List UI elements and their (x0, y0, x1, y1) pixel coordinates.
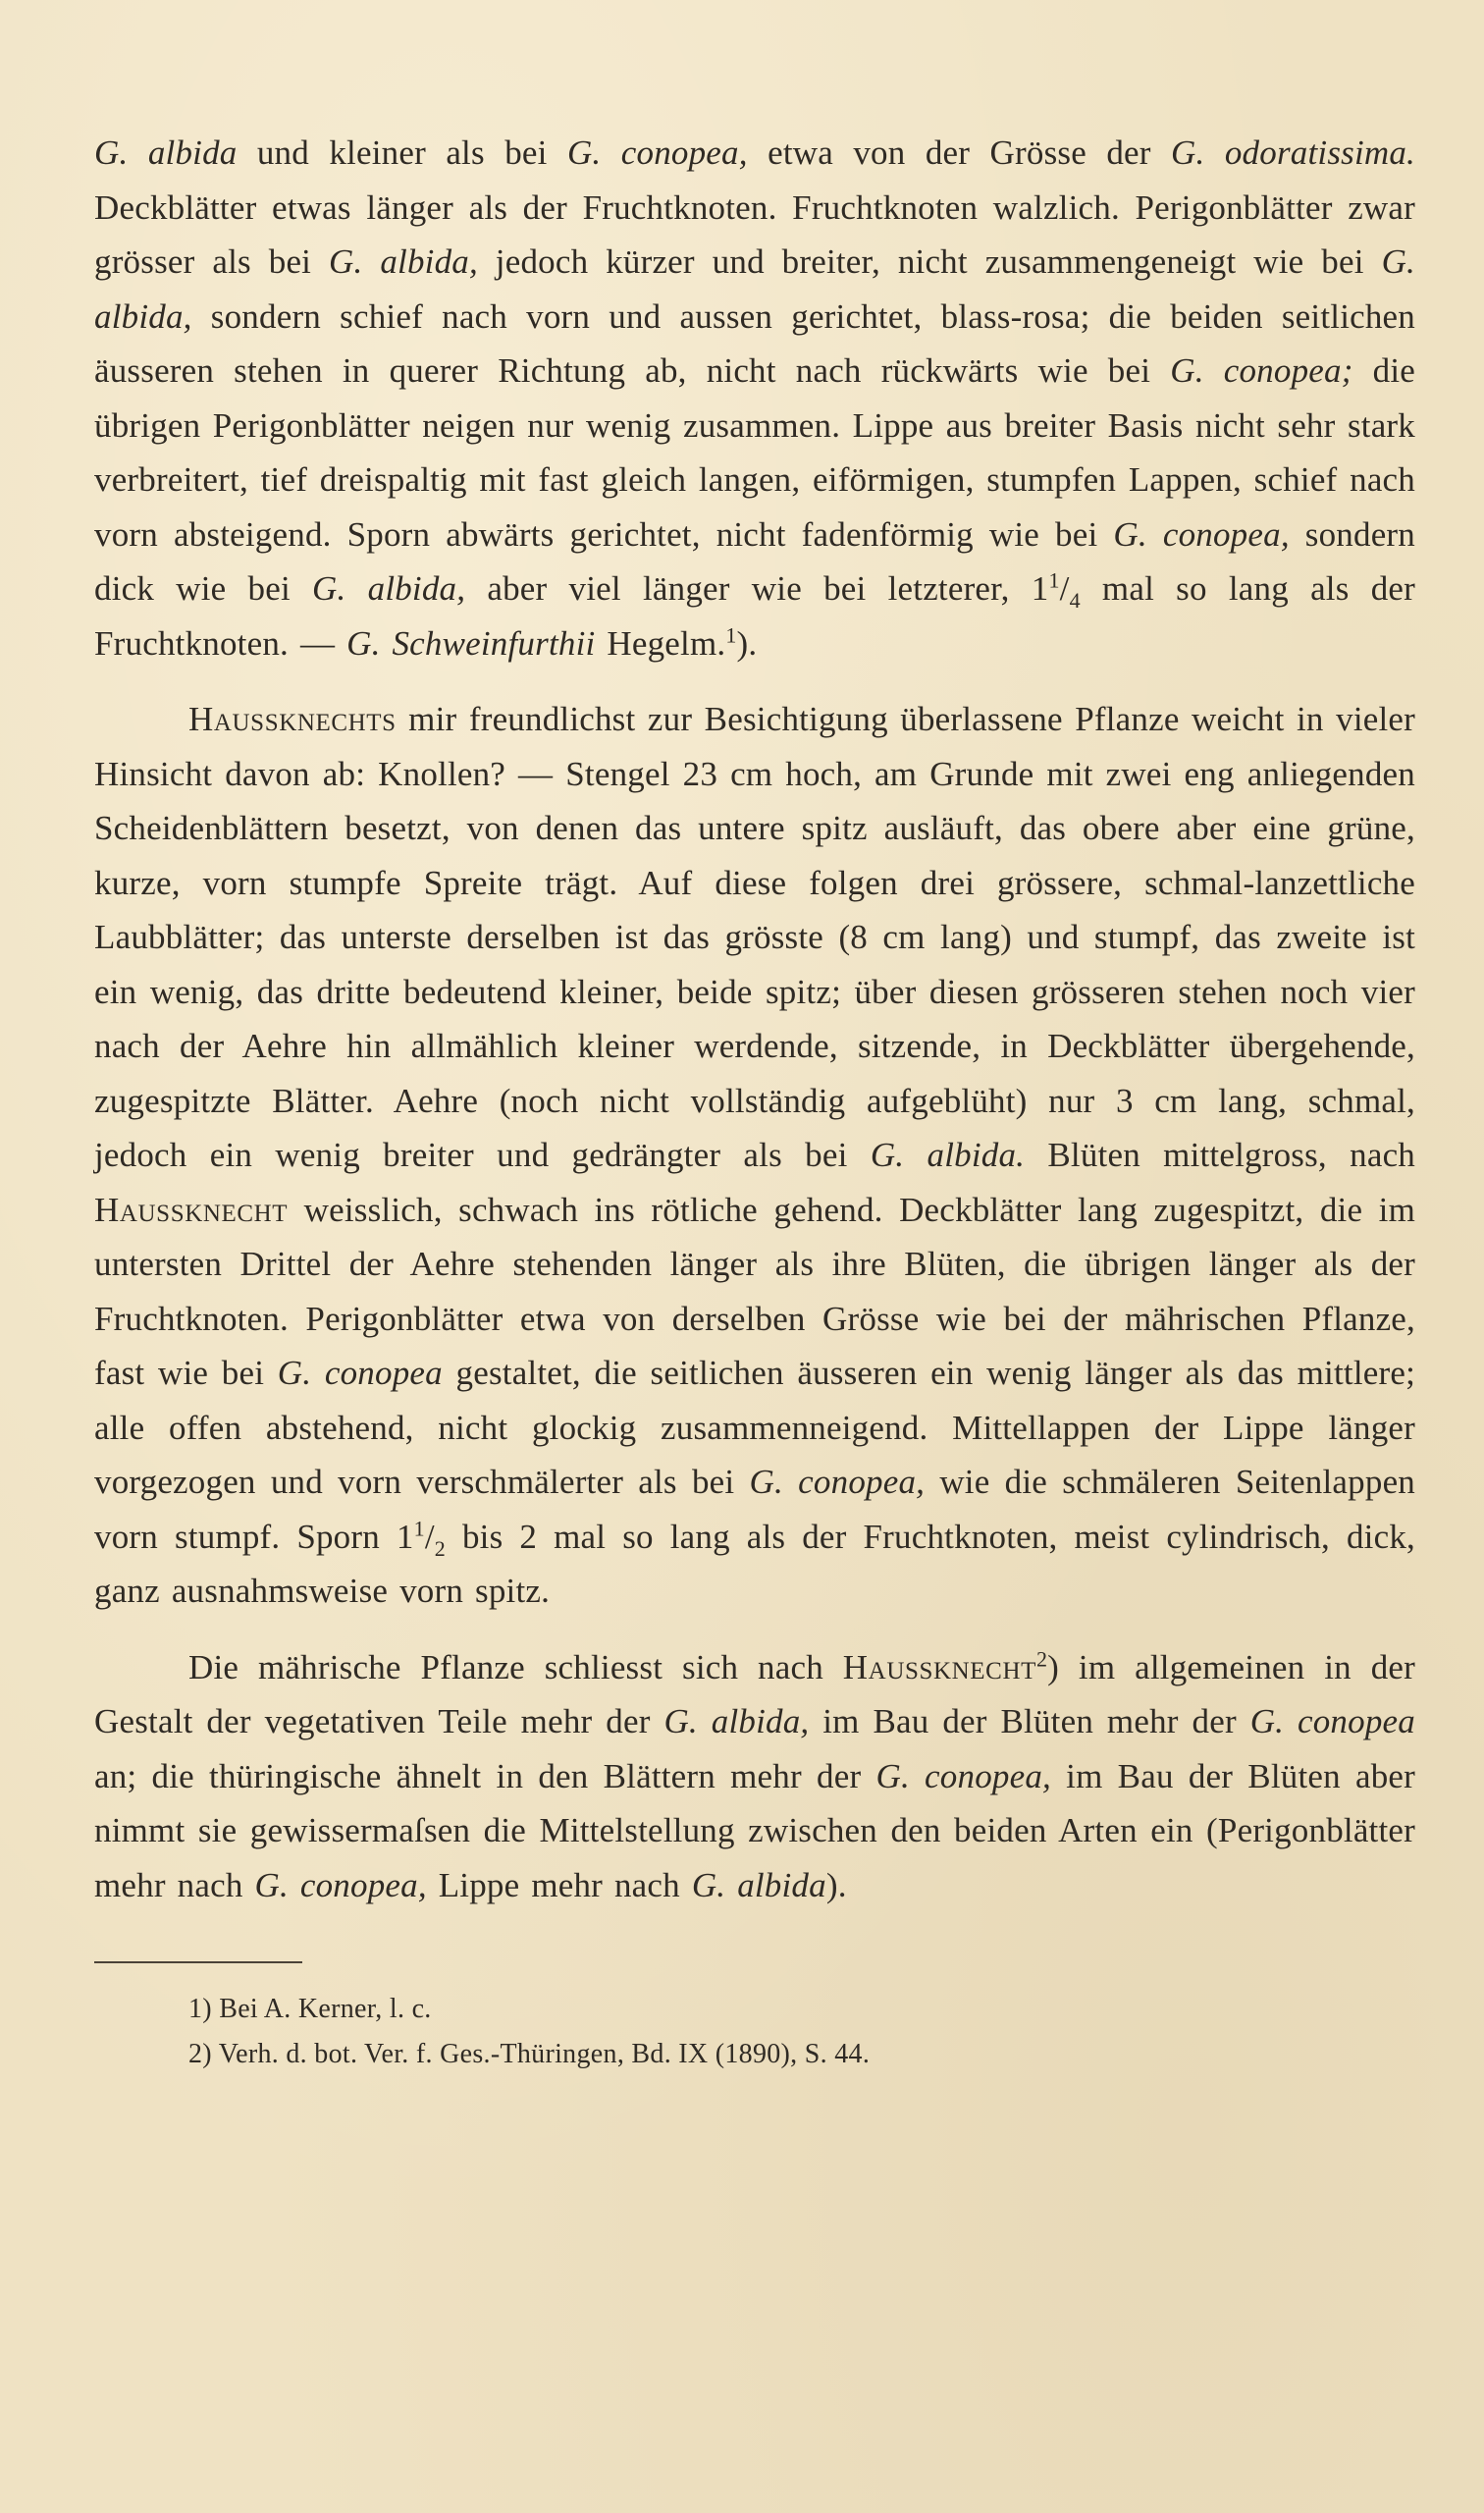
text-run: jedoch kürzer und breiter, nicht zusammengeneigt wie bei (477, 242, 1382, 281)
taxon-name: G. conopea; (1170, 351, 1353, 390)
text-run: ). (736, 623, 758, 663)
text-run: Die mährische Pflanze schliesst sich nach (188, 1647, 843, 1686)
taxon-name: G. conopea (1249, 1702, 1415, 1740)
paragraph-3 (94, 1640, 1415, 1913)
text-run: Blüten mittelgross, nach (1025, 1136, 1415, 1174)
text-run: weisslich, schwach ins rötliche gehend. Deckblätter lang zugespitzt, die im untersten Drittel der Aehre stehenden länger als ihre Blüten, die übrigen länger als der Fruchtknoten. Perigonblätter etwa von derselben Grösse wie bei der mährischen Pflanze, fast wie bei (94, 1190, 1415, 1392)
paragraph-1 (94, 126, 1415, 670)
footnote-2: 2) Verh. d. bot. Ver. f. Ges.-Thüringen, Bd. IX (1890), S. 44. (188, 2039, 871, 2069)
superscript: 1 (413, 1515, 425, 1540)
text-run: ) im allgemeinen in der Gestalt der vegetativen Teile mehr der (94, 1647, 1416, 1740)
superscript: 1 (725, 621, 737, 647)
taxon-name: G. albida, (329, 242, 478, 281)
text-run: sondern schief nach vorn und aussen gerichtet, blass-rosa; die beiden seitlichen äusseren stehen in querer Richtung ab, nicht nach rückwärts wie bei (94, 296, 1415, 390)
text-run: bis 2 mal so lang als der Fruchtknoten, meist cylindrisch, dick, ganz ausnahmsweise vorn spitz. (94, 1517, 1415, 1610)
taxon-name: G. conopea (277, 1354, 443, 1392)
taxon-name: G. albida (94, 134, 238, 172)
text-run: Deckblätter etwas länger als der Fruchtknoten. Fruchtknoten walzlich. Perigonblätter zwar grösser als bei (94, 187, 1415, 281)
text-run: etwa von der Grösse der (747, 134, 1172, 172)
text-run: die übrigen Perigonblätter neigen nur wenig zusammen. Lippe aus breiter Basis nicht sehr stark verbreitert, tief dreispaltig mit fast gleich langen, eiförmigen, stumpfen Lappen, schief nach vorn absteigend. Sporn abwärts gerichtet, nicht fadenförmig wie bei (94, 351, 1415, 554)
body-text (94, 126, 1415, 1912)
taxon-name: G. conopea, (566, 134, 748, 172)
taxon-name: G. albida (691, 1865, 826, 1904)
author-name: Haussknecht (94, 1190, 289, 1229)
taxon-name: G. albida, (663, 1702, 810, 1740)
text-run: Lippe mehr nach (426, 1865, 692, 1904)
paragraph-2 (94, 692, 1415, 1619)
subscript: 4 (1069, 588, 1081, 613)
text-run: sondern dick wie bei (94, 514, 1415, 608)
author-name: Haussknechts (188, 700, 397, 738)
taxon-name: G. conopea, (1113, 514, 1290, 554)
subscript: 2 (434, 1535, 446, 1561)
taxon-name: G. albida. (870, 1136, 1026, 1174)
superscript: 1 (1048, 567, 1060, 593)
text-run: im Bau der Blüten aber nimmt sie gewissermaſsen die Mittelstellung zwischen den beiden Arten ein (Perigonblätter mehr nach (94, 1756, 1415, 1904)
text-run: aber viel länger wie bei letzterer, 1 (465, 569, 1049, 608)
taxon-name: G. conopea, (254, 1865, 427, 1904)
superscript: 2 (1035, 1645, 1048, 1671)
text-run: mal so lang als der Fruchtknoten. — (94, 569, 1415, 663)
footnote-1: 1) Bei A. Kerner, l. c. (188, 1994, 432, 2024)
taxon-name: G. conopea, (749, 1463, 926, 1501)
text-run: ). (825, 1865, 847, 1904)
text-run: Hegelm. (595, 623, 726, 663)
text-run: mir freundlichst zur Besichtigung überlassene Pflanze weicht in vieler Hinsicht davon ab: Knollen? — Stengel 23 cm hoch, am Grunde mit zwei eng anliegenden Scheidenblättern besetzt, von denen das untere spitz ausläuft, das obere aber eine grüne, kurze, vorn stumpfe Spreite trägt. Auf diese folgen drei grössere, schmal-lanzettliche Laubblätter; das unterste derselben ist das grösste (8 cm lang) und stumpf, das zweite ist ein wenig, das dritte bedeutend kleiner, beide spitz; über diesen grösseren stehen noch vier nach der Aehre hin allmählich kleiner werdende, sitzende, in Deckblätter übergehende, zugespitzte Blätter. Aehre (noch nicht vollständig aufgeblüht) nur 3 cm lang, schmal, jedoch ein wenig breiter und gedrängter als bei (94, 700, 1415, 1174)
taxon-name: G. odoratissima. (1171, 134, 1416, 172)
text-run: / (424, 1517, 435, 1556)
footnotes (94, 1987, 1415, 2077)
text-run: an; die thüringische ähnelt in den Blättern mehr der (94, 1756, 876, 1795)
taxon-name: G. conopea, (875, 1756, 1051, 1795)
taxon-name: G. albida, (312, 569, 466, 608)
text-run: gestaltet, die seitlichen äusseren ein wenig länger als das mittlere; alle offen abstehend, nicht glockig zusammenneigend. Mittellappen der Lippe länger vorgezogen und vorn verschmälerter als bei (94, 1354, 1415, 1501)
text-run: wie die schmäleren Seitenlappen vorn stumpf. Sporn 1 (94, 1463, 1415, 1556)
text-run: und kleiner als bei (237, 134, 567, 172)
text-run: / (1059, 569, 1070, 608)
taxon-name: G. albida, (94, 242, 1415, 336)
text-run: im Bau der Blüten mehr der (809, 1702, 1250, 1740)
author-name: Haussknecht (842, 1647, 1036, 1686)
footnote-rule (94, 1961, 302, 1963)
taxon-name: G. Schweinfurthii (346, 623, 596, 663)
